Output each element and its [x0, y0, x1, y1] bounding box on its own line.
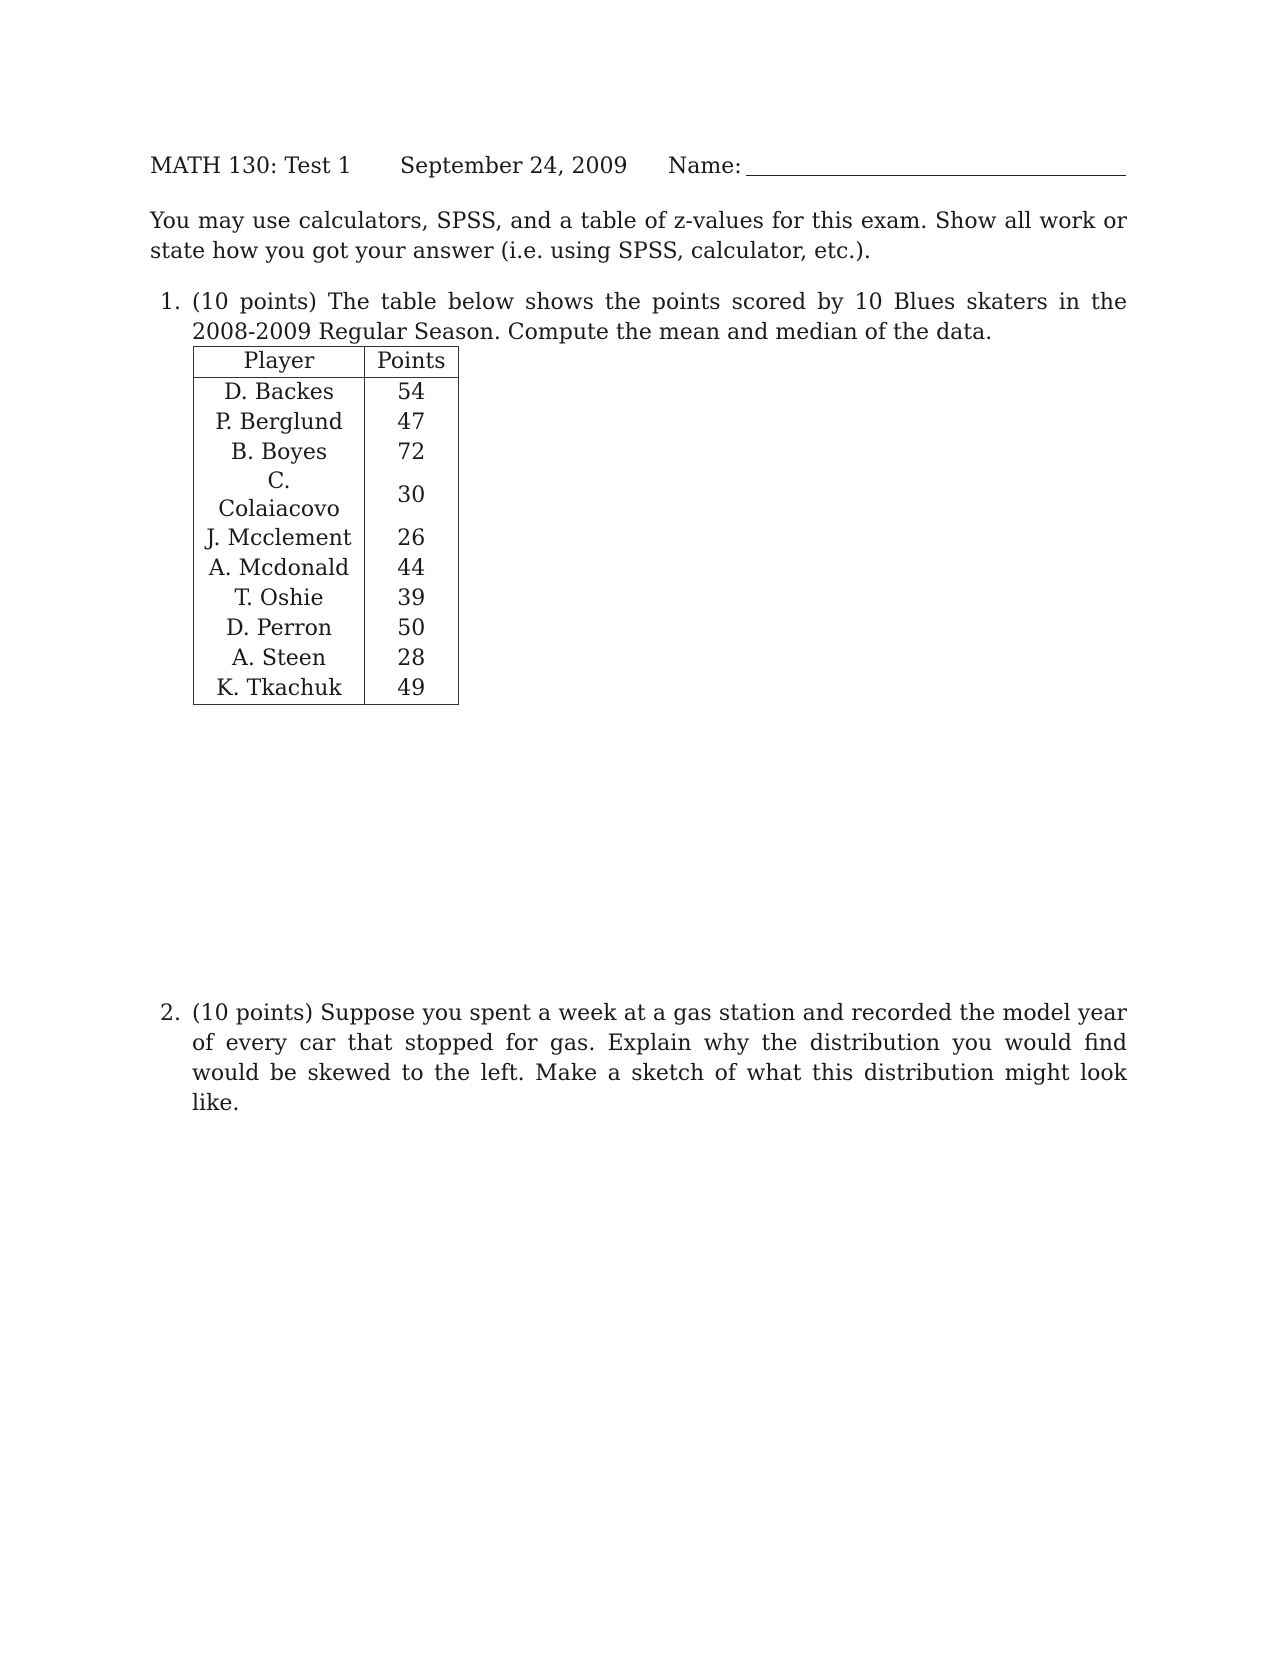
- points-cell: 72: [365, 438, 459, 468]
- player-cell: T. Oshie: [194, 584, 365, 614]
- points-cell: 54: [365, 378, 459, 409]
- question-text: (10 points) The table below shows the points scored by 10 Blues skaters in the 2008-2009 Regular Season. Compute the mean and median of the data.: [192, 290, 1127, 345]
- question-2: [150, 999, 1127, 1119]
- column-header-player: Player: [194, 347, 365, 378]
- question-number: 1.: [160, 290, 181, 315]
- player-cell: P. Berglund: [194, 408, 365, 438]
- table-row: [194, 468, 459, 524]
- points-cell: 50: [365, 614, 459, 644]
- player-cell: A. Mcdonald: [194, 554, 365, 584]
- table-row: [194, 554, 459, 584]
- points-cell: 39: [365, 584, 459, 614]
- player-cell: D. Backes: [194, 378, 365, 409]
- table-row: [194, 614, 459, 644]
- question-1: [150, 288, 1127, 348]
- points-cell: 28: [365, 644, 459, 674]
- table-row: [194, 438, 459, 468]
- table-row: [194, 408, 459, 438]
- points-table: [193, 346, 459, 705]
- exam-header: [150, 152, 1125, 182]
- points-cell: 49: [365, 674, 459, 705]
- table-header-row: [194, 347, 459, 378]
- name-label: Name:: [668, 154, 742, 179]
- points-cell: 44: [365, 554, 459, 584]
- course-title: MATH 130: Test 1: [150, 154, 352, 179]
- name-blank-line: [746, 175, 1126, 176]
- exam-date: September 24, 2009: [400, 154, 628, 179]
- exam-instructions: You may use calculators, SPSS, and a table of z-values for this exam. Show all work or state how you got your answer (i.e. using SPSS, calculator, etc.).: [150, 209, 1127, 264]
- table-row: [194, 584, 459, 614]
- player-cell: B. Boyes: [194, 438, 365, 468]
- player-cell: K. Tkachuk: [194, 674, 365, 705]
- player-cell: A. Steen: [194, 644, 365, 674]
- question-text: (10 points) Suppose you spent a week at a gas station and recorded the model year of every car that stopped for gas. Explain why the distribution you would find would be skewed to the left. Make a sketch of what this distribution might look like.: [192, 1001, 1127, 1116]
- player-cell: D. Perron: [194, 614, 365, 644]
- table-row: [194, 674, 459, 705]
- table-row: [194, 644, 459, 674]
- table-row: [194, 378, 459, 409]
- player-cell: J. Mcclement: [194, 524, 365, 554]
- column-header-points: Points: [365, 347, 459, 378]
- points-cell: 30: [365, 468, 459, 524]
- player-cell: C. Colaiacovo: [194, 468, 365, 524]
- question-number: 2.: [160, 1001, 181, 1026]
- points-cell: 47: [365, 408, 459, 438]
- table-row: [194, 524, 459, 554]
- points-cell: 26: [365, 524, 459, 554]
